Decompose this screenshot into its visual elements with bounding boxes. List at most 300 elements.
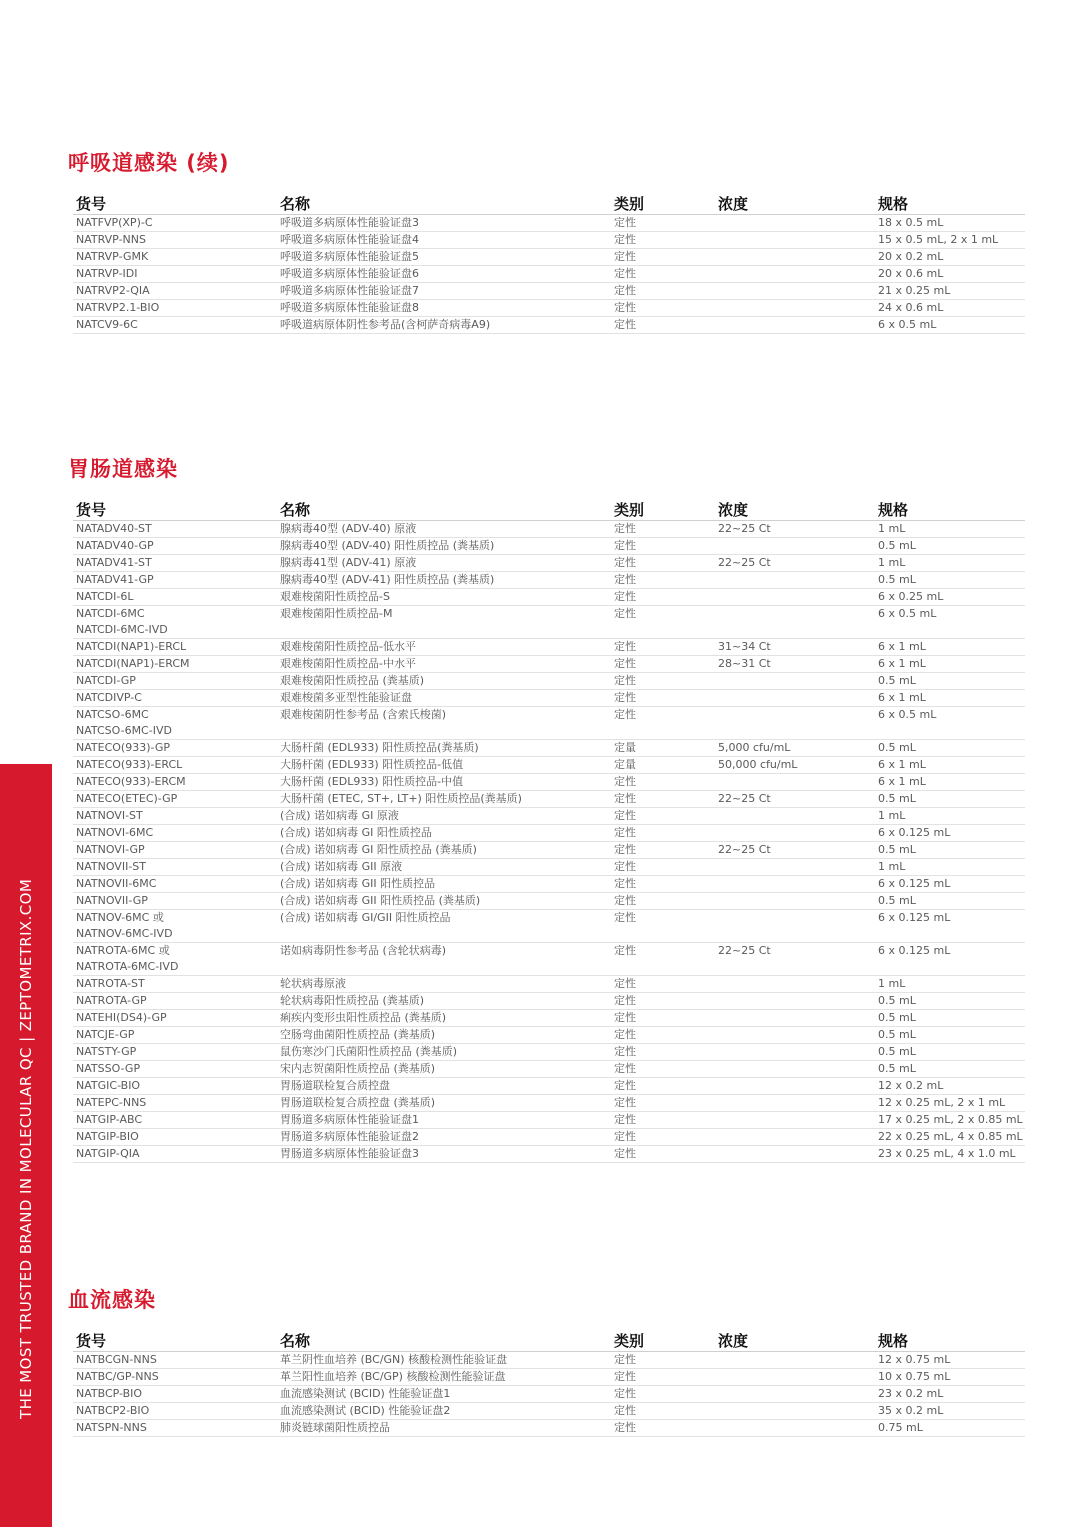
table-row <box>73 1044 1025 1061</box>
table-row <box>73 825 1025 842</box>
concentration-cell <box>715 993 875 1010</box>
concentration-cell <box>715 1027 875 1044</box>
concentration-cell <box>715 1146 875 1163</box>
category-cell: 定性 <box>611 1078 715 1095</box>
product-code-cell: NATCJE-GP <box>73 1027 277 1044</box>
sidebar-tagline: THE MOST TRUSTED BRAND IN MOLECULAR QC | ZEPTOMETRIX.COM <box>17 878 35 1419</box>
category-cell: 定性 <box>611 1112 715 1129</box>
table-row <box>73 300 1025 317</box>
category-cell: 定性 <box>611 943 715 976</box>
table-row <box>73 808 1025 825</box>
concentration-cell <box>715 1010 875 1027</box>
category-cell: 定性 <box>611 910 715 943</box>
table-row <box>73 589 1025 606</box>
category-cell: 定性 <box>611 1095 715 1112</box>
table-row <box>73 1420 1025 1437</box>
category-cell: 定性 <box>611 606 715 639</box>
table-row <box>73 266 1025 283</box>
product-code-cell: NATEPC-NNS <box>73 1095 277 1112</box>
specification-cell: 22 x 0.25 mL, 4 x 0.85 mL <box>875 1129 1025 1146</box>
table-gastrointestinal <box>73 498 1025 1163</box>
concentration-cell <box>715 1352 875 1369</box>
concentration-cell <box>715 606 875 639</box>
specification-cell: 23 x 0.25 mL, 4 x 1.0 mL <box>875 1146 1025 1163</box>
category-cell: 定性 <box>611 317 715 334</box>
product-code-cell: NATNOVII-GP <box>73 893 277 910</box>
category-cell: 定性 <box>611 791 715 808</box>
product-name-cell: 呼吸道多病原体性能验证盘6 <box>277 266 611 283</box>
column-header-product-code: 货号 <box>73 498 277 521</box>
column-header-specification: 规格 <box>875 192 1025 215</box>
concentration-cell <box>715 690 875 707</box>
product-name-cell: 大肠杆菌 (EDL933) 阳性质控品-低值 <box>277 757 611 774</box>
table-row <box>73 1078 1025 1095</box>
concentration-cell <box>715 1420 875 1437</box>
concentration-cell <box>715 249 875 266</box>
category-cell: 定性 <box>611 555 715 572</box>
category-cell: 定性 <box>611 976 715 993</box>
product-code-cell <box>73 943 277 976</box>
product-code-cell: NATADV41-ST <box>73 555 277 572</box>
product-code-line: NATNOV-6MC-IVD <box>76 927 173 940</box>
product-code-cell: NATEHI(DS4)-GP <box>73 1010 277 1027</box>
concentration-cell <box>715 893 875 910</box>
concentration-cell <box>715 976 875 993</box>
product-code-cell: NATGIP-ABC <box>73 1112 277 1129</box>
specification-cell: 0.5 mL <box>875 842 1025 859</box>
concentration-cell <box>715 1095 875 1112</box>
product-code-line: NATCSO-6MC-IVD <box>76 724 172 737</box>
product-code-cell: NATADV41-GP <box>73 572 277 589</box>
product-code-cell: NATCDI-GP <box>73 673 277 690</box>
column-header-category: 类别 <box>611 498 715 521</box>
concentration-cell <box>715 808 875 825</box>
category-cell: 定性 <box>611 808 715 825</box>
table-row <box>73 639 1025 656</box>
section-title-gastrointestinal: 胃肠道感染 <box>68 457 178 481</box>
specification-cell: 0.5 mL <box>875 673 1025 690</box>
specification-cell: 24 x 0.6 mL <box>875 300 1025 317</box>
product-code-cell: NATNOVII-6MC <box>73 876 277 893</box>
product-code-line: NATCDI-6MC-IVD <box>76 623 168 636</box>
category-cell: 定性 <box>611 1386 715 1403</box>
column-header-category: 类别 <box>611 192 715 215</box>
concentration-cell <box>715 1369 875 1386</box>
table-row <box>73 1386 1025 1403</box>
category-cell: 定量 <box>611 757 715 774</box>
product-name-cell: (合成) 诺如病毒 GII 原液 <box>277 859 611 876</box>
product-code-cell: NATSTY-GP <box>73 1044 277 1061</box>
table-row <box>73 555 1025 572</box>
concentration-cell <box>715 707 875 740</box>
category-cell: 定性 <box>611 859 715 876</box>
product-name-cell: 艰难梭菌阳性质控品-S <box>277 589 611 606</box>
concentration-cell: 50,000 cfu/mL <box>715 757 875 774</box>
product-name-cell: 艰难梭菌阳性质控品-中水平 <box>277 656 611 673</box>
category-cell: 定性 <box>611 538 715 555</box>
category-cell: 定性 <box>611 1027 715 1044</box>
product-name-cell: 艰难梭菌阳性质控品-M <box>277 606 611 639</box>
concentration-cell <box>715 538 875 555</box>
specification-cell: 0.5 mL <box>875 1027 1025 1044</box>
specification-cell: 1 mL <box>875 976 1025 993</box>
category-cell: 定性 <box>611 215 715 232</box>
table-row <box>73 249 1025 266</box>
product-name-cell: 空肠弯曲菌阳性质控品 (粪基质) <box>277 1027 611 1044</box>
specification-cell: 6 x 0.125 mL <box>875 910 1025 943</box>
table-row <box>73 910 1025 943</box>
concentration-cell <box>715 283 875 300</box>
table-row <box>73 876 1025 893</box>
product-name-cell: (合成) 诺如病毒 GI 阳性质控品 <box>277 825 611 842</box>
specification-cell: 6 x 1 mL <box>875 656 1025 673</box>
category-cell: 定性 <box>611 572 715 589</box>
product-code-cell: NATNOVII-ST <box>73 859 277 876</box>
product-code-cell <box>73 910 277 943</box>
concentration-cell: 22~25 Ct <box>715 791 875 808</box>
product-code-cell <box>73 707 277 740</box>
specification-cell: 1 mL <box>875 521 1025 538</box>
product-code-cell: NATBC/GP-NNS <box>73 1369 277 1386</box>
specification-cell: 6 x 0.125 mL <box>875 876 1025 893</box>
product-name-cell: 革兰阴性血培养 (BC/GN) 核酸检测性能验证盘 <box>277 1352 611 1369</box>
concentration-cell <box>715 1129 875 1146</box>
concentration-cell <box>715 589 875 606</box>
table-row <box>73 1027 1025 1044</box>
specification-cell: 18 x 0.5 mL <box>875 215 1025 232</box>
specification-cell: 0.5 mL <box>875 791 1025 808</box>
table-bloodstream <box>73 1329 1025 1437</box>
product-code-cell: NATNOVI-GP <box>73 842 277 859</box>
concentration-cell <box>715 1078 875 1095</box>
category-cell: 定性 <box>611 232 715 249</box>
product-code-cell: NATNOVI-ST <box>73 808 277 825</box>
product-code-cell <box>73 606 277 639</box>
category-cell: 定性 <box>611 825 715 842</box>
product-name-cell: 呼吸道多病原体性能验证盘4 <box>277 232 611 249</box>
specification-cell: 0.5 mL <box>875 893 1025 910</box>
category-cell: 定性 <box>611 1420 715 1437</box>
specification-cell: 12 x 0.2 mL <box>875 1078 1025 1095</box>
specification-cell: 6 x 1 mL <box>875 774 1025 791</box>
table-row <box>73 1369 1025 1386</box>
concentration-cell <box>715 572 875 589</box>
table-row <box>73 859 1025 876</box>
specification-cell: 0.75 mL <box>875 1420 1025 1437</box>
table-row <box>73 943 1025 976</box>
table-row <box>73 791 1025 808</box>
column-header-specification: 规格 <box>875 1329 1025 1352</box>
specification-cell: 35 x 0.2 mL <box>875 1403 1025 1420</box>
concentration-cell <box>715 317 875 334</box>
category-cell: 定性 <box>611 842 715 859</box>
product-name-cell: 大肠杆菌 (ETEC, ST+, LT+) 阳性质控品(粪基质) <box>277 791 611 808</box>
category-cell: 定性 <box>611 893 715 910</box>
table-row <box>73 1112 1025 1129</box>
product-code-cell: NATECO(933)-ERCM <box>73 774 277 791</box>
concentration-cell <box>715 1403 875 1420</box>
product-code-cell: NATRVP-NNS <box>73 232 277 249</box>
section-title-bloodstream: 血流感染 <box>68 1288 156 1312</box>
product-code-cell: NATBCP-BIO <box>73 1386 277 1403</box>
product-code-line: NATCSO-6MC <box>76 708 149 721</box>
product-code-cell: NATGIP-BIO <box>73 1129 277 1146</box>
concentration-cell <box>715 876 875 893</box>
specification-cell: 6 x 0.5 mL <box>875 317 1025 334</box>
product-name-cell: 轮状病毒阳性质控品 (粪基质) <box>277 993 611 1010</box>
concentration-cell <box>715 232 875 249</box>
table-row <box>73 1403 1025 1420</box>
product-name-cell: 呼吸道多病原体性能验证盘5 <box>277 249 611 266</box>
category-cell: 定性 <box>611 1129 715 1146</box>
table-row <box>73 1352 1025 1369</box>
table-row <box>73 673 1025 690</box>
table-row <box>73 707 1025 740</box>
product-name-cell: 胃肠道联检复合质控盘 <box>277 1078 611 1095</box>
specification-cell: 12 x 0.75 mL <box>875 1352 1025 1369</box>
product-name-cell: 腺病毒40型 (ADV-41) 阳性质控品 (粪基质) <box>277 572 611 589</box>
category-cell: 定性 <box>611 639 715 656</box>
product-code-cell: NATROTA-ST <box>73 976 277 993</box>
product-name-cell: 艰难梭菌阴性参考品 (含索氏梭菌) <box>277 707 611 740</box>
product-code-cell: NATRVP2-QIA <box>73 283 277 300</box>
specification-cell: 1 mL <box>875 859 1025 876</box>
table-row <box>73 757 1025 774</box>
table-row <box>73 317 1025 334</box>
table-header-row <box>73 192 1025 215</box>
category-cell: 定性 <box>611 521 715 538</box>
concentration-cell <box>715 1044 875 1061</box>
concentration-cell <box>715 825 875 842</box>
product-code-cell: NATBCP2-BIO <box>73 1403 277 1420</box>
product-code-cell: NATADV40-ST <box>73 521 277 538</box>
concentration-cell: 28~31 Ct <box>715 656 875 673</box>
column-header-concentration: 浓度 <box>715 498 875 521</box>
product-name-cell: (合成) 诺如病毒 GI 阳性质控品 (粪基质) <box>277 842 611 859</box>
product-name-cell: 呼吸道病原体阴性参考品(含柯萨奇病毒A9) <box>277 317 611 334</box>
specification-cell: 1 mL <box>875 555 1025 572</box>
table-row <box>73 774 1025 791</box>
product-code-cell: NATFVP(XP)-C <box>73 215 277 232</box>
product-name-cell: 腺病毒41型 (ADV-41) 原液 <box>277 555 611 572</box>
category-cell: 定性 <box>611 266 715 283</box>
table-row <box>73 1010 1025 1027</box>
product-name-cell: 胃肠道多病原体性能验证盘3 <box>277 1146 611 1163</box>
category-cell: 定性 <box>611 690 715 707</box>
column-header-concentration: 浓度 <box>715 192 875 215</box>
table-row <box>73 976 1025 993</box>
category-cell: 定性 <box>611 1403 715 1420</box>
product-code-cell: NATBCGN-NNS <box>73 1352 277 1369</box>
specification-cell: 6 x 0.125 mL <box>875 943 1025 976</box>
product-name-cell: 艰难梭菌阳性质控品-低水平 <box>277 639 611 656</box>
product-code-cell: NATGIP-QIA <box>73 1146 277 1163</box>
product-code-cell: NATRVP2.1-BIO <box>73 300 277 317</box>
product-code-line: NATROTA-6MC-IVD <box>76 960 179 973</box>
product-code-cell: NATECO(ETEC)-GP <box>73 791 277 808</box>
table-row <box>73 232 1025 249</box>
column-header-product-name: 名称 <box>277 1329 611 1352</box>
table-row <box>73 842 1025 859</box>
table-row <box>73 215 1025 232</box>
category-cell: 定性 <box>611 300 715 317</box>
specification-cell: 12 x 0.25 mL, 2 x 1 mL <box>875 1095 1025 1112</box>
product-name-cell: (合成) 诺如病毒 GII 阳性质控品 <box>277 876 611 893</box>
concentration-cell <box>715 215 875 232</box>
product-name-cell: 痢疾内变形虫阳性质控品 (粪基质) <box>277 1010 611 1027</box>
column-header-product-name: 名称 <box>277 192 611 215</box>
product-code-cell: NATSPN-NNS <box>73 1420 277 1437</box>
table-row <box>73 1095 1025 1112</box>
product-name-cell: 艰难梭菌阳性质控品 (粪基质) <box>277 673 611 690</box>
table-row <box>73 740 1025 757</box>
product-name-cell: 大肠杆菌 (EDL933) 阳性质控品-中值 <box>277 774 611 791</box>
table-row <box>73 656 1025 673</box>
table-header-row <box>73 498 1025 521</box>
table-row <box>73 993 1025 1010</box>
concentration-cell: 22~25 Ct <box>715 943 875 976</box>
specification-cell: 0.5 mL <box>875 1010 1025 1027</box>
specification-cell: 6 x 0.5 mL <box>875 606 1025 639</box>
product-name-cell: 肺炎链球菌阳性质控品 <box>277 1420 611 1437</box>
category-cell: 定性 <box>611 774 715 791</box>
table-row <box>73 1146 1025 1163</box>
column-header-product-name: 名称 <box>277 498 611 521</box>
product-code-cell: NATCDI-6L <box>73 589 277 606</box>
product-code-cell: NATRVP-GMK <box>73 249 277 266</box>
product-name-cell: 腺病毒40型 (ADV-40) 原液 <box>277 521 611 538</box>
product-code-cell: NATADV40-GP <box>73 538 277 555</box>
category-cell: 定性 <box>611 1146 715 1163</box>
concentration-cell: 5,000 cfu/mL <box>715 740 875 757</box>
concentration-cell: 22~25 Ct <box>715 555 875 572</box>
concentration-cell <box>715 1061 875 1078</box>
product-code-line: NATCDI-6MC <box>76 607 145 620</box>
category-cell: 定性 <box>611 1044 715 1061</box>
product-code-cell: NATCV9-6C <box>73 317 277 334</box>
table-row <box>73 572 1025 589</box>
specification-cell: 20 x 0.2 mL <box>875 249 1025 266</box>
product-name-cell: 诺如病毒阴性参考品 (含轮状病毒) <box>277 943 611 976</box>
product-name-cell: 胃肠道多病原体性能验证盘1 <box>277 1112 611 1129</box>
specification-cell: 0.5 mL <box>875 1061 1025 1078</box>
product-name-cell: 胃肠道联检复合质控盘 (粪基质) <box>277 1095 611 1112</box>
product-name-cell: 轮状病毒原液 <box>277 976 611 993</box>
table-header-row <box>73 1329 1025 1352</box>
product-code-cell: NATRVP-IDI <box>73 266 277 283</box>
specification-cell: 20 x 0.6 mL <box>875 266 1025 283</box>
table-row <box>73 1129 1025 1146</box>
specification-cell: 17 x 0.25 mL, 2 x 0.85 mL <box>875 1112 1025 1129</box>
product-name-cell: 血流感染测试 (BCID) 性能验证盘2 <box>277 1403 611 1420</box>
category-cell: 定性 <box>611 993 715 1010</box>
specification-cell: 6 x 0.5 mL <box>875 707 1025 740</box>
concentration-cell <box>715 1386 875 1403</box>
product-name-cell: (合成) 诺如病毒 GI/GII 阳性质控品 <box>277 910 611 943</box>
concentration-cell: 22~25 Ct <box>715 521 875 538</box>
table-row <box>73 283 1025 300</box>
table-row <box>73 893 1025 910</box>
category-cell: 定性 <box>611 1010 715 1027</box>
table-respiratory <box>73 192 1025 334</box>
category-cell: 定性 <box>611 1369 715 1386</box>
concentration-cell <box>715 266 875 283</box>
product-code-line: NATROTA-6MC 或 <box>76 944 170 957</box>
specification-cell: 0.5 mL <box>875 740 1025 757</box>
product-name-cell: 宋内志贺菌阳性质控品 (粪基质) <box>277 1061 611 1078</box>
category-cell: 定性 <box>611 656 715 673</box>
product-code-cell: NATNOVI-6MC <box>73 825 277 842</box>
specification-cell: 6 x 0.125 mL <box>875 825 1025 842</box>
specification-cell: 1 mL <box>875 808 1025 825</box>
specification-cell: 21 x 0.25 mL <box>875 283 1025 300</box>
product-code-cell: NATCDI(NAP1)-ERCL <box>73 639 277 656</box>
product-name-cell: 艰难梭菌多亚型性能验证盘 <box>277 690 611 707</box>
product-code-cell: NATCDIVP-C <box>73 690 277 707</box>
product-code-line: NATNOV-6MC 或 <box>76 911 164 924</box>
category-cell: 定性 <box>611 1061 715 1078</box>
product-code-cell: NATROTA-GP <box>73 993 277 1010</box>
concentration-cell <box>715 774 875 791</box>
specification-cell: 0.5 mL <box>875 538 1025 555</box>
concentration-cell <box>715 300 875 317</box>
category-cell: 定性 <box>611 707 715 740</box>
concentration-cell: 22~25 Ct <box>715 842 875 859</box>
product-name-cell: (合成) 诺如病毒 GII 阳性质控品 (粪基质) <box>277 893 611 910</box>
product-code-cell: NATECO(933)-ERCL <box>73 757 277 774</box>
specification-cell: 6 x 0.25 mL <box>875 589 1025 606</box>
category-cell: 定性 <box>611 283 715 300</box>
column-header-specification: 规格 <box>875 498 1025 521</box>
section-title-respiratory: 呼吸道感染 (续) <box>68 151 230 175</box>
specification-cell: 6 x 1 mL <box>875 639 1025 656</box>
specification-cell: 6 x 1 mL <box>875 757 1025 774</box>
category-cell: 定性 <box>611 673 715 690</box>
product-name-cell: 血流感染测试 (BCID) 性能验证盘1 <box>277 1386 611 1403</box>
column-header-product-code: 货号 <box>73 192 277 215</box>
table-row <box>73 1061 1025 1078</box>
table-row <box>73 538 1025 555</box>
product-name-cell: 腺病毒40型 (ADV-40) 阳性质控品 (粪基质) <box>277 538 611 555</box>
table-row <box>73 690 1025 707</box>
product-code-cell: NATECO(933)-GP <box>73 740 277 757</box>
column-header-product-code: 货号 <box>73 1329 277 1352</box>
specification-cell: 23 x 0.2 mL <box>875 1386 1025 1403</box>
specification-cell: 0.5 mL <box>875 993 1025 1010</box>
product-code-cell: NATSSO-GP <box>73 1061 277 1078</box>
product-name-cell: 革兰阳性血培养 (BC/GP) 核酸检测性能验证盘 <box>277 1369 611 1386</box>
column-header-concentration: 浓度 <box>715 1329 875 1352</box>
category-cell: 定性 <box>611 589 715 606</box>
product-name-cell: 呼吸道多病原体性能验证盘3 <box>277 215 611 232</box>
category-cell: 定性 <box>611 249 715 266</box>
product-code-cell: NATGIC-BIO <box>73 1078 277 1095</box>
category-cell: 定性 <box>611 876 715 893</box>
concentration-cell <box>715 673 875 690</box>
product-name-cell: (合成) 诺如病毒 GI 原液 <box>277 808 611 825</box>
table-row <box>73 521 1025 538</box>
specification-cell: 0.5 mL <box>875 1044 1025 1061</box>
table-row <box>73 606 1025 639</box>
specification-cell: 0.5 mL <box>875 572 1025 589</box>
concentration-cell <box>715 1112 875 1129</box>
concentration-cell <box>715 910 875 943</box>
specification-cell: 10 x 0.75 mL <box>875 1369 1025 1386</box>
product-name-cell: 大肠杆菌 (EDL933) 阳性质控品(粪基质) <box>277 740 611 757</box>
product-name-cell: 胃肠道多病原体性能验证盘2 <box>277 1129 611 1146</box>
product-name-cell: 呼吸道多病原体性能验证盘7 <box>277 283 611 300</box>
concentration-cell <box>715 859 875 876</box>
